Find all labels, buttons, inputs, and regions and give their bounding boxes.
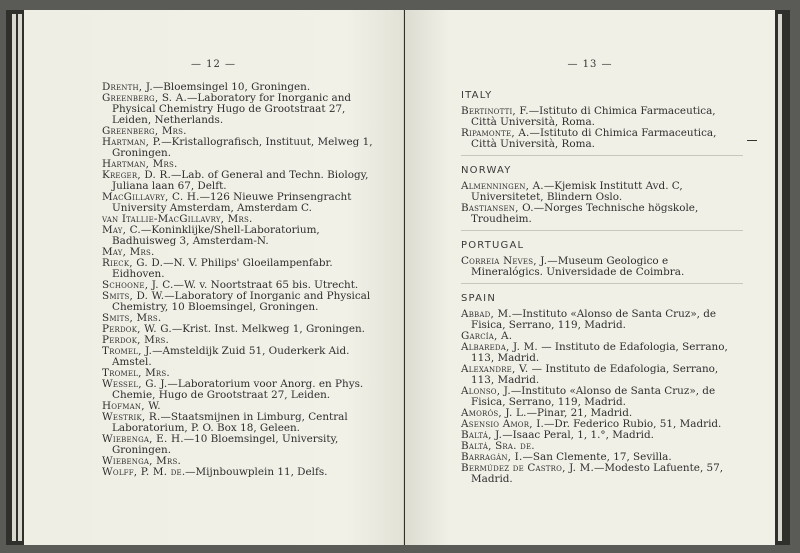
entry-name: Hartman, P.: [102, 136, 162, 148]
entry-name: Schoone, J. C.: [102, 279, 174, 291]
directory-entry: [102, 346, 378, 368]
entry-name: Wiebenga, Mrs.: [102, 455, 181, 467]
entry-address: —San Clemente, 17, Sevilla.: [522, 451, 672, 463]
entry-name: Almenningen, A.: [461, 180, 544, 192]
directory-entry: [461, 386, 743, 408]
entry-name: Smits, D. W.: [102, 290, 165, 302]
entry-address: —Istituto di Chimica Farmaceutica, Città Università, Roma.: [471, 127, 717, 150]
section-divider: [461, 155, 743, 156]
entry-name: Drenth, J.: [102, 81, 153, 93]
entry-name: May, Mrs.: [102, 246, 155, 258]
entry-name: Perdok, Mrs.: [102, 334, 169, 346]
entry-name: van Itallie-MacGillavry, Mrs.: [102, 213, 253, 225]
page-edge-right: [778, 14, 782, 541]
entry-name: Tromel, J.: [102, 345, 153, 357]
entry-address: —Krist. Inst. Melkweg 1, Groningen.: [171, 323, 365, 335]
directory-entry: [102, 93, 378, 126]
entry-name: Albareda, J. M.: [461, 341, 538, 353]
entry-name: Smits, Mrs.: [102, 312, 162, 324]
page-number-right: — 13 —: [567, 59, 613, 70]
entry-name: Perdok, W. G.: [102, 323, 172, 335]
entry-address: —Kristallografisch, Instituut, Melweg 1, Groningen.: [112, 136, 373, 159]
entry-address: —Lab. of General and Techn. Biology, Juliana laan 67, Delft.: [112, 169, 369, 192]
entry-name: Abbad, M.: [461, 308, 512, 320]
directory-entry: [102, 170, 378, 192]
margin-mark: [747, 140, 757, 141]
page-edge-left: [12, 14, 16, 541]
directory-entry: [461, 342, 743, 364]
entry-name: García, A.: [461, 330, 513, 342]
entry-address: — Instituto de Edafologia, Serrano, 113, Madrid.: [471, 363, 719, 386]
country-heading: PORTUGAL: [461, 240, 525, 251]
entry-address: —Norges Technische högskole, Troudheim.: [471, 202, 699, 225]
entry-name: Kreger, D. R.: [102, 169, 172, 181]
country-heading: ITALY: [461, 90, 493, 101]
entry-address: —Laboratory of Inorganic and Physical Chemistry, 10 Bloemsingel, Groningen.: [112, 290, 371, 313]
directory-entry: [461, 203, 743, 225]
entry-name: Asensio Amor, I.: [461, 418, 545, 430]
section-divider: [461, 283, 743, 284]
entry-address: —W. v. Noortstraat 65 bis. Utrecht.: [173, 279, 359, 291]
directory-entry: [461, 364, 743, 386]
left-page: [24, 10, 404, 545]
page-edge-left-inner: [18, 14, 22, 541]
directory-entry: [461, 181, 743, 203]
left-entry-list: [102, 82, 378, 478]
entry-name: MacGillavry, C. H.: [102, 191, 200, 203]
entry-address: —Kjemisk Institutt Avd. C, Universitetet, Blindern Oslo.: [471, 180, 683, 203]
entry-address: —N. V. Philips' Gloeilampenfabr. Eidhoven.: [112, 257, 333, 280]
entry-name: Wiebenga, E. H.: [102, 433, 184, 445]
entry-address: —Istituto di Chimica Farmaceutica, Città Università, Roma.: [471, 105, 716, 128]
directory-entry: [102, 258, 378, 280]
directory-entry: [102, 137, 378, 159]
entry-address: —Dr. Federico Rubio, 51, Madrid.: [544, 418, 722, 430]
entry-name: Alexandre, V.: [461, 363, 529, 375]
directory-entry: [102, 379, 378, 401]
entry-address: —Bloemsingel 10, Groningen.: [152, 81, 311, 93]
entry-name: Hartman, Mrs.: [102, 158, 178, 170]
entry-address: —10 Bloemsingel, University, Groningen.: [112, 433, 339, 456]
directory-entry: [102, 434, 378, 456]
entry-address: —Laboratorium voor Anorg. en Phys. Chemie, Hugo de Grootstraat 27, Leiden.: [112, 378, 364, 401]
directory-entry: [461, 128, 743, 150]
directory-entry: [102, 467, 378, 478]
country-heading: SPAIN: [461, 293, 497, 304]
entry-name: Baltá, Sra. de.: [461, 440, 535, 452]
directory-entry: [102, 291, 378, 313]
entry-address: —Staatsmijnen in Limburg, Central Laboratorium, P. O. Box 18, Geleen.: [112, 411, 348, 434]
directory-entry: [102, 192, 378, 214]
entry-address: —Instituto «Alonso de Santa Cruz», de Fisica, Serrano, 119, Madrid.: [471, 308, 717, 331]
entry-name: Bastiansen, O.: [461, 202, 534, 214]
entry-name: Greenberg, S. A.: [102, 92, 187, 104]
entry-name: May, C.: [102, 224, 141, 236]
directory-entry: [102, 225, 378, 247]
entry-address: —Instituto «Alonso de Santa Cruz», de Fisica, Serrano, 119, Madrid.: [471, 385, 716, 408]
entry-name: Westrik, R.: [102, 411, 161, 423]
entry-name: Hofman, W.: [102, 400, 161, 412]
entry-address: —Modesto Lafuente, 57, Madrid.: [471, 462, 724, 485]
directory-entry: [461, 463, 743, 485]
section-divider: [461, 230, 743, 231]
directory-entry: [461, 309, 743, 331]
entry-name: Correia Neves, J.: [461, 255, 548, 267]
entry-name: Wolff, P. M. de: [102, 466, 182, 478]
entry-name: Tromel, Mrs.: [102, 367, 170, 379]
entry-address: —Isaac Peral, 1, 1.°, Madrid.: [502, 429, 654, 441]
entry-name: Bermúdez de Castro, J. M.: [461, 462, 594, 474]
page-number-left: — 12 —: [190, 59, 237, 70]
entry-address: .—Mijnbouwplein 11, Delfs.: [181, 466, 328, 478]
entry-name: Bertinotti, F.: [461, 105, 529, 117]
entry-address: —Koninklijke/Shell-Laboratorium, Badhuisweg 3, Amsterdam-N.: [112, 224, 320, 247]
directory-entry: [461, 106, 743, 128]
entry-name: Ripamonte, A.: [461, 127, 530, 139]
book-spread: [6, 10, 790, 545]
entry-address: —126 Nieuwe Prinsengracht University Amsterdam, Amsterdam C.: [112, 191, 352, 214]
entry-address: —Museum Geologico e Mineralógics. Universidade de Coimbra.: [471, 255, 685, 278]
entry-name: Alonso, J.: [461, 385, 511, 397]
entry-name: Greenberg, Mrs.: [102, 125, 187, 137]
entry-address: —Laboratory for Inorganic and Physical Chemistry Hugo de Grootstraat 27, Leiden, Netherlands.: [112, 92, 352, 126]
entry-name: Amorós, J. L.: [461, 407, 527, 419]
entry-address: — Instituto de Edafologia, Serrano, 113, Madrid.: [471, 341, 728, 364]
entry-address: —Pinar, 21, Madrid.: [526, 407, 633, 419]
entry-name: Wessel, G. J.: [102, 378, 168, 390]
right-page: [405, 10, 775, 545]
country-heading: NORWAY: [461, 165, 512, 176]
entry-name: Barragán, I.: [461, 451, 523, 463]
right-entry-list: [461, 90, 743, 485]
entry-address: —Amsteldijk Zuid 51, Ouderkerk Aid. Amstel.: [112, 345, 350, 368]
directory-entry: [461, 256, 743, 278]
entry-name: Baltá, J.: [461, 429, 503, 441]
entry-name: Rieck, G. D.: [102, 257, 164, 269]
directory-entry: [102, 412, 378, 434]
